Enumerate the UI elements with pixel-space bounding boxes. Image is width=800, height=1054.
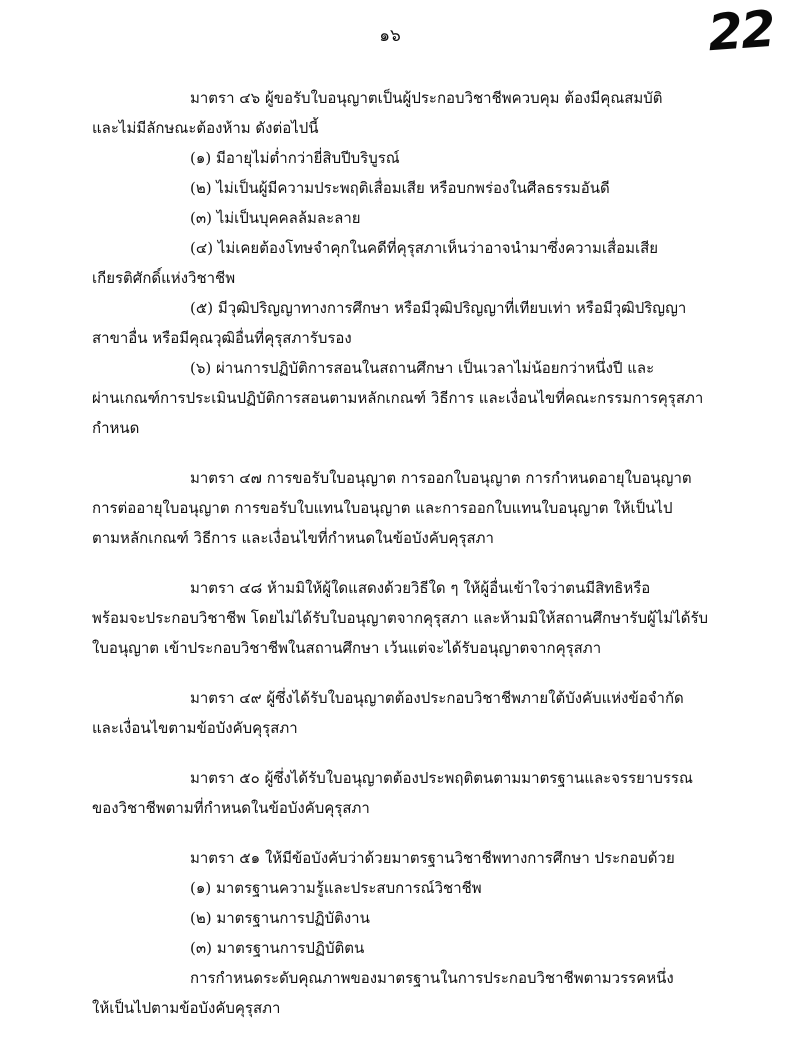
page-number: ๑๖ — [379, 26, 401, 46]
text-line: พร้อมจะประกอบวิชาชีพ โดยไม่ได้รับใบอนุญาตจากคุรุสภา และห้ามมิให้สถานศึกษารับผู้ไม่ได้รับ — [92, 609, 709, 627]
text-line: เกียรติศักดิ์แห่งวิชาชีพ — [92, 269, 236, 287]
text-line: มาตรา ๔๘ ห้ามมิให้ผู้ใดแสดงด้วยวิธีใด ๆ ให้ผู้อื่นเข้าใจว่าตนมีสิทธิหรือ — [190, 579, 651, 597]
text-line: (๒) มาตรฐานการปฏิบัติงาน — [190, 909, 370, 927]
text-line: มาตรา ๕๐ ผู้ซึ่งได้รับใบอนุญาตต้องประพฤติตนตามมาตรฐานและจรรยาบรรณ — [190, 769, 693, 787]
text-line: (๕) มีวุฒิปริญญาทางการศึกษา หรือมีวุฒิปริญญาที่เทียบเท่า หรือมีวุฒิปริญญา — [190, 299, 687, 317]
text-line: มาตรา ๕๑ ให้มีข้อบังคับว่าด้วยมาตรฐานวิชาชีพทางการศึกษา ประกอบด้วย — [190, 849, 675, 867]
text-line: (๑) มาตรฐานความรู้และประสบการณ์วิชาชีพ — [190, 879, 482, 897]
text-line: การต่ออายุใบอนุญาต การขอรับใบแทนใบอนุญาต และการออกใบแทนใบอนุญาต ให้เป็นไป — [92, 499, 673, 517]
text-line: (๓) ไม่เป็นบุคคลล้มละลาย — [190, 209, 361, 227]
text-line: (๒) ไม่เป็นผู้มีความประพฤติเสื่อมเสีย หรือบกพร่องในศีลธรรมอันดี — [190, 179, 610, 197]
text-line: สาขาอื่น หรือมีคุณวุฒิอื่นที่คุรุสภารับรอง — [92, 329, 352, 347]
text-line: ให้เป็นไปตามข้อบังคับคุรุสภา — [92, 999, 281, 1017]
text-line: และเงื่อนไขตามข้อบังคับคุรุสภา — [92, 719, 298, 737]
text-line: มาตรา ๔๖ ผู้ขอรับใบอนุญาตเป็นผู้ประกอบวิชาชีพควบคุม ต้องมีคุณสมบัติ — [190, 89, 663, 107]
text-line: การกำหนดระดับคุณภาพของมาตรฐานในการประกอบวิชาชีพตามวรรคหนึ่ง — [190, 969, 674, 987]
text-line: และไม่มีลักษณะต้องห้าม ดังต่อไปนี้ — [92, 119, 319, 137]
text-line: (๔) ไม่เคยต้องโทษจำคุกในคดีที่คุรุสภาเห็นว่าอาจนำมาซึ่งความเสื่อมเสีย — [190, 239, 659, 257]
text-line: ตามหลักเกณฑ์ วิธีการ และเงื่อนไขที่กำหนดในข้อบังคับคุรุสภา — [92, 529, 494, 547]
text-line: ของวิชาชีพตามที่กำหนดในข้อบังคับคุรุสภา — [92, 799, 370, 817]
text-line: มาตรา ๔๙ ผู้ซึ่งได้รับใบอนุญาตต้องประกอบวิชาชีพภายใต้บังคับแห่งข้อจำกัด — [190, 689, 684, 707]
text-line: (๓) มาตรฐานการปฏิบัติตน — [190, 939, 365, 957]
text-line: ผ่านเกณฑ์การประเมินปฏิบัติการสอนตามหลักเกณฑ์ วิธีการ และเงื่อนไขที่คณะกรรมการคุรุสภา — [92, 389, 704, 407]
text-line: ใบอนุญาต เข้าประกอบวิชาชีพในสถานศึกษา เว้นแต่จะได้รับอนุญาตจากคุรุสภา — [92, 639, 602, 657]
handwritten-page-mark: 22 — [706, 0, 776, 63]
text-line: (๑) มีอายุไม่ต่ำกว่ายี่สิบปีบริบูรณ์ — [190, 149, 400, 167]
text-line: กำหนด — [92, 419, 140, 437]
text-line: มาตรา ๔๗ การขอรับใบอนุญาต การออกใบอนุญาต การกำหนดอายุใบอนุญาต — [190, 469, 692, 487]
text-line: (๖) ผ่านการปฏิบัติการสอนในสถานศึกษา เป็นเวลาไม่น้อยกว่าหนึ่งปี และ — [190, 359, 655, 377]
